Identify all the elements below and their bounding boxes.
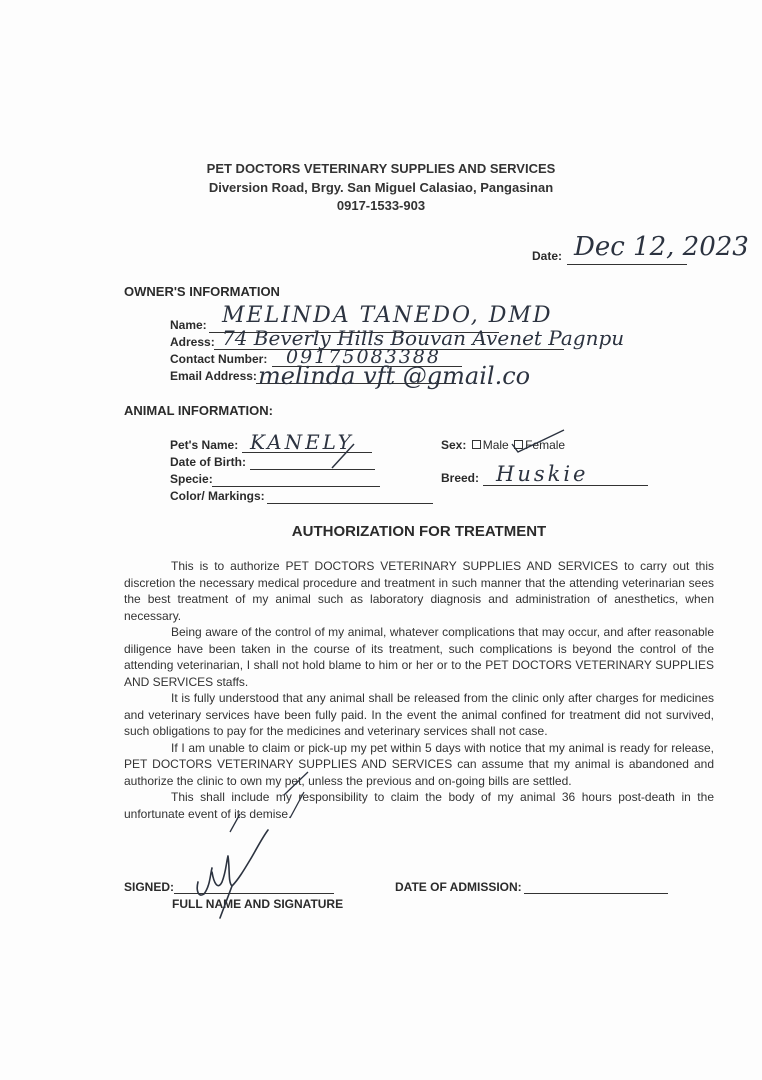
- dob-label: Date of Birth:: [170, 455, 246, 469]
- sex-male-checkbox[interactable]: [472, 440, 481, 449]
- owner-address-label: Adress:: [170, 335, 215, 349]
- owner-contact-label: Contact Number:: [170, 352, 268, 366]
- pet-name-strike-mark: [330, 440, 360, 470]
- authorization-paragraph: If I am unable to claim or pick-up my pet within 5 days with notice that my animal is ready for release, PET DOCTORS VETERINARY SUPPLIES AND SERVICES can assume that my animal is abandoned and authorize the clinic to own my pet, unless the previous and on-going bills are settled.: [124, 740, 714, 788]
- color-markings-line: [267, 503, 433, 504]
- handwritten-signature: [188, 820, 278, 930]
- pet-name-label: Pet's Name:: [170, 438, 239, 452]
- specie-line: [212, 486, 380, 487]
- owner-email-label: Email Address:: [170, 369, 257, 383]
- company-address: Diversion Road, Brgy. San Miguel Calasiao, Pangasinan: [208, 180, 554, 195]
- date-label: Date:: [532, 249, 563, 263]
- authorization-paragraph: This shall include my responsibility to claim the body of my animal 36 hours post-death in the unfortunate event of its demise.: [124, 790, 714, 821]
- owner-address-value: 74 Beverly Hills Bouvan Avenet Pagnpu: [222, 326, 625, 350]
- authorization-paragraph: Being aware of the control of my animal, whatever complications that may occur, and after reasonable diligence have been taken in the course of its treatment, such complications is beyond the control of the attending veterinarian, I shall not hold blame to him or her or to the PET DOCTORS VETERINARY SUPPLIES AND SERVICES staffs.: [124, 625, 714, 689]
- sex-male-label: Male: [482, 438, 509, 452]
- specie-label: Specie:: [170, 472, 213, 486]
- color-markings-label: Color/ Markings:: [170, 489, 265, 503]
- owner-email-value: melinda vft @gmail.co: [258, 362, 531, 390]
- owner-name-label: Name:: [170, 318, 207, 332]
- female-checkmark: [510, 426, 570, 456]
- authorization-title: AUTHORIZATION FOR TREATMENT: [291, 523, 547, 540]
- authorization-paragraph: It is fully understood that any animal shall be released from the clinic only after charges for medicines and veterinary services have been fully paid. In the event the animal confined for treatment did not survived, such obligations to pay for the medicines and veterinary services shall not case.: [124, 691, 714, 738]
- date-value: Dec 12, 2023: [574, 232, 749, 262]
- authorization-paragraph: This is to authorize PET DOCTORS VETERINARY SUPPLIES AND SERVICES to carry out this discretion the necessary medical procedure and treatment in such manner that the attending veterinarian sees the best treatment of my animal such as laboratory diagnosis and administration of anesthetics, when necessary.: [124, 559, 714, 623]
- signature-caption: FULL NAME AND SIGNATURE: [172, 897, 344, 911]
- text-slash-mark: [228, 812, 244, 834]
- company-name: PET DOCTORS VETERINARY SUPPLIES AND SERVICES: [206, 161, 556, 176]
- animal-section-title: ANIMAL INFORMATION:: [124, 403, 273, 418]
- breed-label: Breed:: [441, 471, 480, 485]
- owner-name-value: MELINDA TANEDO, DMD: [222, 303, 553, 328]
- signed-label: SIGNED:: [124, 880, 175, 894]
- date-line: [567, 264, 687, 265]
- sex-female-label: Female: [525, 438, 566, 452]
- admission-label: DATE OF ADMISSION:: [395, 880, 522, 894]
- company-phone: 0917-1533-903: [336, 198, 426, 213]
- authorization-body: [124, 558, 714, 822]
- owner-contact-value: 09175083388: [286, 346, 441, 368]
- owner-section-title: OWNER'S INFORMATION: [124, 284, 280, 299]
- breed-value: Huskie: [496, 462, 589, 486]
- text-slash-mark: [288, 790, 308, 820]
- admission-line: [524, 893, 668, 894]
- pet-name-value: KANELY: [250, 430, 354, 454]
- sex-label: Sex:: [441, 438, 467, 452]
- dob-line: [250, 469, 375, 470]
